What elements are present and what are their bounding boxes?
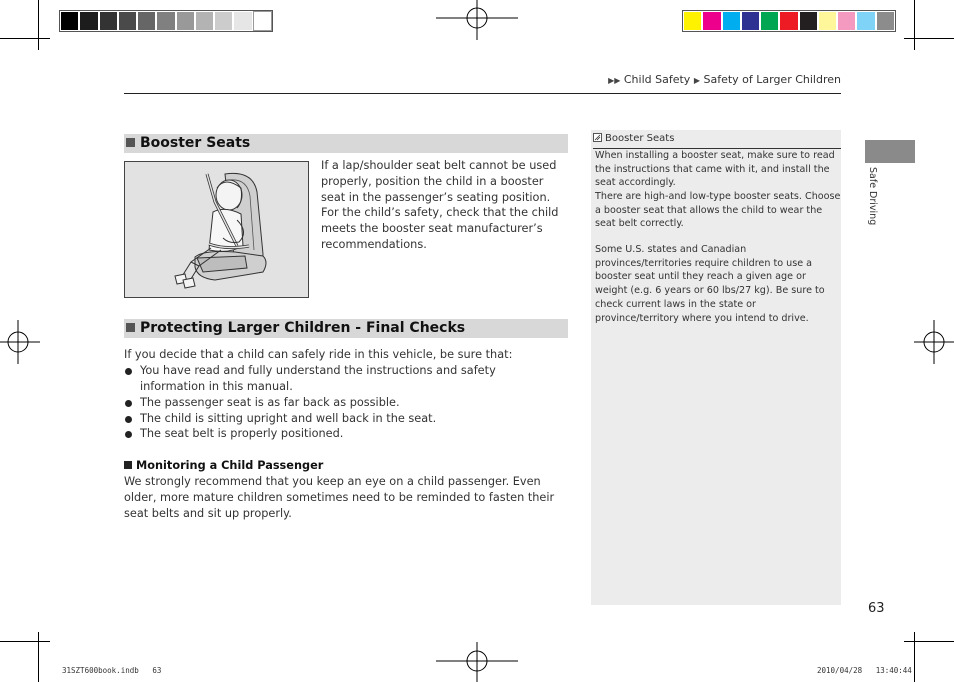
breadcrumb-separator: ▶: [693, 76, 700, 85]
footer-time: 13:40:44: [875, 666, 912, 675]
monitoring-paragraph: We strongly recommend that you keep an eye on a child passenger. Even older, more mature children sometimes need to be reminded to fasten their seat belts and sit up properly.: [124, 475, 555, 520]
color-swatch: [780, 12, 797, 30]
breadcrumb-arrows: ▶▶: [608, 76, 621, 85]
bullet-dot: [125, 368, 132, 375]
booster-seat-illustration: [124, 161, 309, 298]
footer-file-info: [62, 666, 161, 675]
note-icon: [593, 133, 602, 142]
side-tab-marker: [865, 140, 915, 163]
footer-date-info: [817, 666, 912, 675]
color-swatch: [157, 12, 174, 30]
color-swatch: [61, 12, 78, 30]
footer-date: 2010/04/28: [817, 666, 863, 675]
monitoring-heading-text: Monitoring a Child Passenger: [136, 459, 324, 472]
booster-seats-heading-text: Booster Seats: [140, 135, 251, 151]
color-swatch: [100, 12, 117, 30]
sidebar-paragraph-2: There are high-and low-type booster seats. Choose a booster seat that allows the child to wear the seat belt correctly.: [595, 191, 841, 230]
bullet-dot: [125, 431, 132, 438]
subheading-square-icon: [124, 461, 132, 469]
breadcrumb-child-safety[interactable]: Child Safety: [623, 73, 691, 86]
header-rule: [124, 93, 841, 94]
bullet-text: You have read and fully understand the instructions and safety information in this manual.: [140, 364, 496, 393]
grayscale-color-bar: [59, 10, 273, 32]
heading-square-icon: [126, 323, 135, 332]
color-swatch: [177, 12, 194, 30]
color-swatch: [877, 12, 894, 30]
sidebar-paragraph-3: Some U.S. states and Canadian provinces/territories require children to use a booster seat until they reach a given age or weight (e.g. 6 years or 60 lbs/27 kg). Be sure to check current laws in the state or province/territory where you intend to drive.: [595, 244, 825, 324]
color-swatch: [80, 12, 97, 30]
footer-file-page: 63: [152, 666, 162, 675]
color-swatch: [234, 12, 251, 30]
booster-seats-paragraph: If a lap/shoulder seat belt cannot be used properly, position the child in a booster seat in the passenger’s seating position. For the child’s safety, check that the child meets the booster seat manufacturer’s recommendations.: [321, 159, 559, 251]
protecting-heading: [124, 319, 568, 338]
color-swatch: [703, 12, 720, 30]
color-swatch: [723, 12, 740, 30]
color-swatch: [196, 12, 213, 30]
sidebar-title-row: [593, 133, 674, 144]
color-swatch: [819, 12, 836, 30]
child-in-booster-seat-drawing: [125, 162, 308, 297]
bullet-text: The passenger seat is as far back as possible.: [140, 396, 400, 409]
color-swatch: [138, 12, 155, 30]
page-number: 63: [868, 601, 885, 616]
breadcrumb: [608, 73, 841, 86]
bullet-text: The child is sitting upright and well back in the seat.: [140, 412, 437, 425]
registration-mark-right: [914, 320, 954, 364]
booster-seats-heading: [124, 134, 568, 153]
registration-mark-left: [0, 320, 40, 364]
color-swatch: [254, 12, 271, 30]
color-swatch: [215, 12, 232, 30]
monitoring-heading: [124, 459, 323, 472]
color-swatch: [761, 12, 778, 30]
registration-mark-top: [436, 0, 518, 40]
breadcrumb-current: Safety of Larger Children: [703, 73, 841, 86]
registration-mark-bottom: [436, 642, 518, 682]
color-swatch: [684, 12, 701, 30]
sidebar-note: [591, 130, 841, 605]
protecting-intro: If you decide that a child can safely ride in this vehicle, be sure that:: [124, 348, 513, 361]
color-swatch: [857, 12, 874, 30]
process-color-bar: [682, 10, 896, 32]
side-tab-label[interactable]: Safe Driving: [867, 167, 878, 226]
heading-square-icon: [126, 138, 135, 147]
color-swatch: [838, 12, 855, 30]
sidebar-title: Booster Seats: [605, 133, 675, 144]
protecting-heading-text: Protecting Larger Children - Final Checks: [140, 320, 466, 336]
bullet-text: The seat belt is properly positioned.: [140, 427, 344, 440]
bullet-dot: [125, 400, 132, 407]
sidebar-paragraph-1: When installing a booster seat, make sure to read the instructions that came with it, and install the seat accordingly.: [595, 150, 835, 189]
bullet-dot: [125, 416, 132, 423]
color-swatch: [742, 12, 759, 30]
color-swatch: [800, 12, 817, 30]
color-swatch: [119, 12, 136, 30]
footer-file: 31SZT600book.indb: [62, 666, 139, 675]
